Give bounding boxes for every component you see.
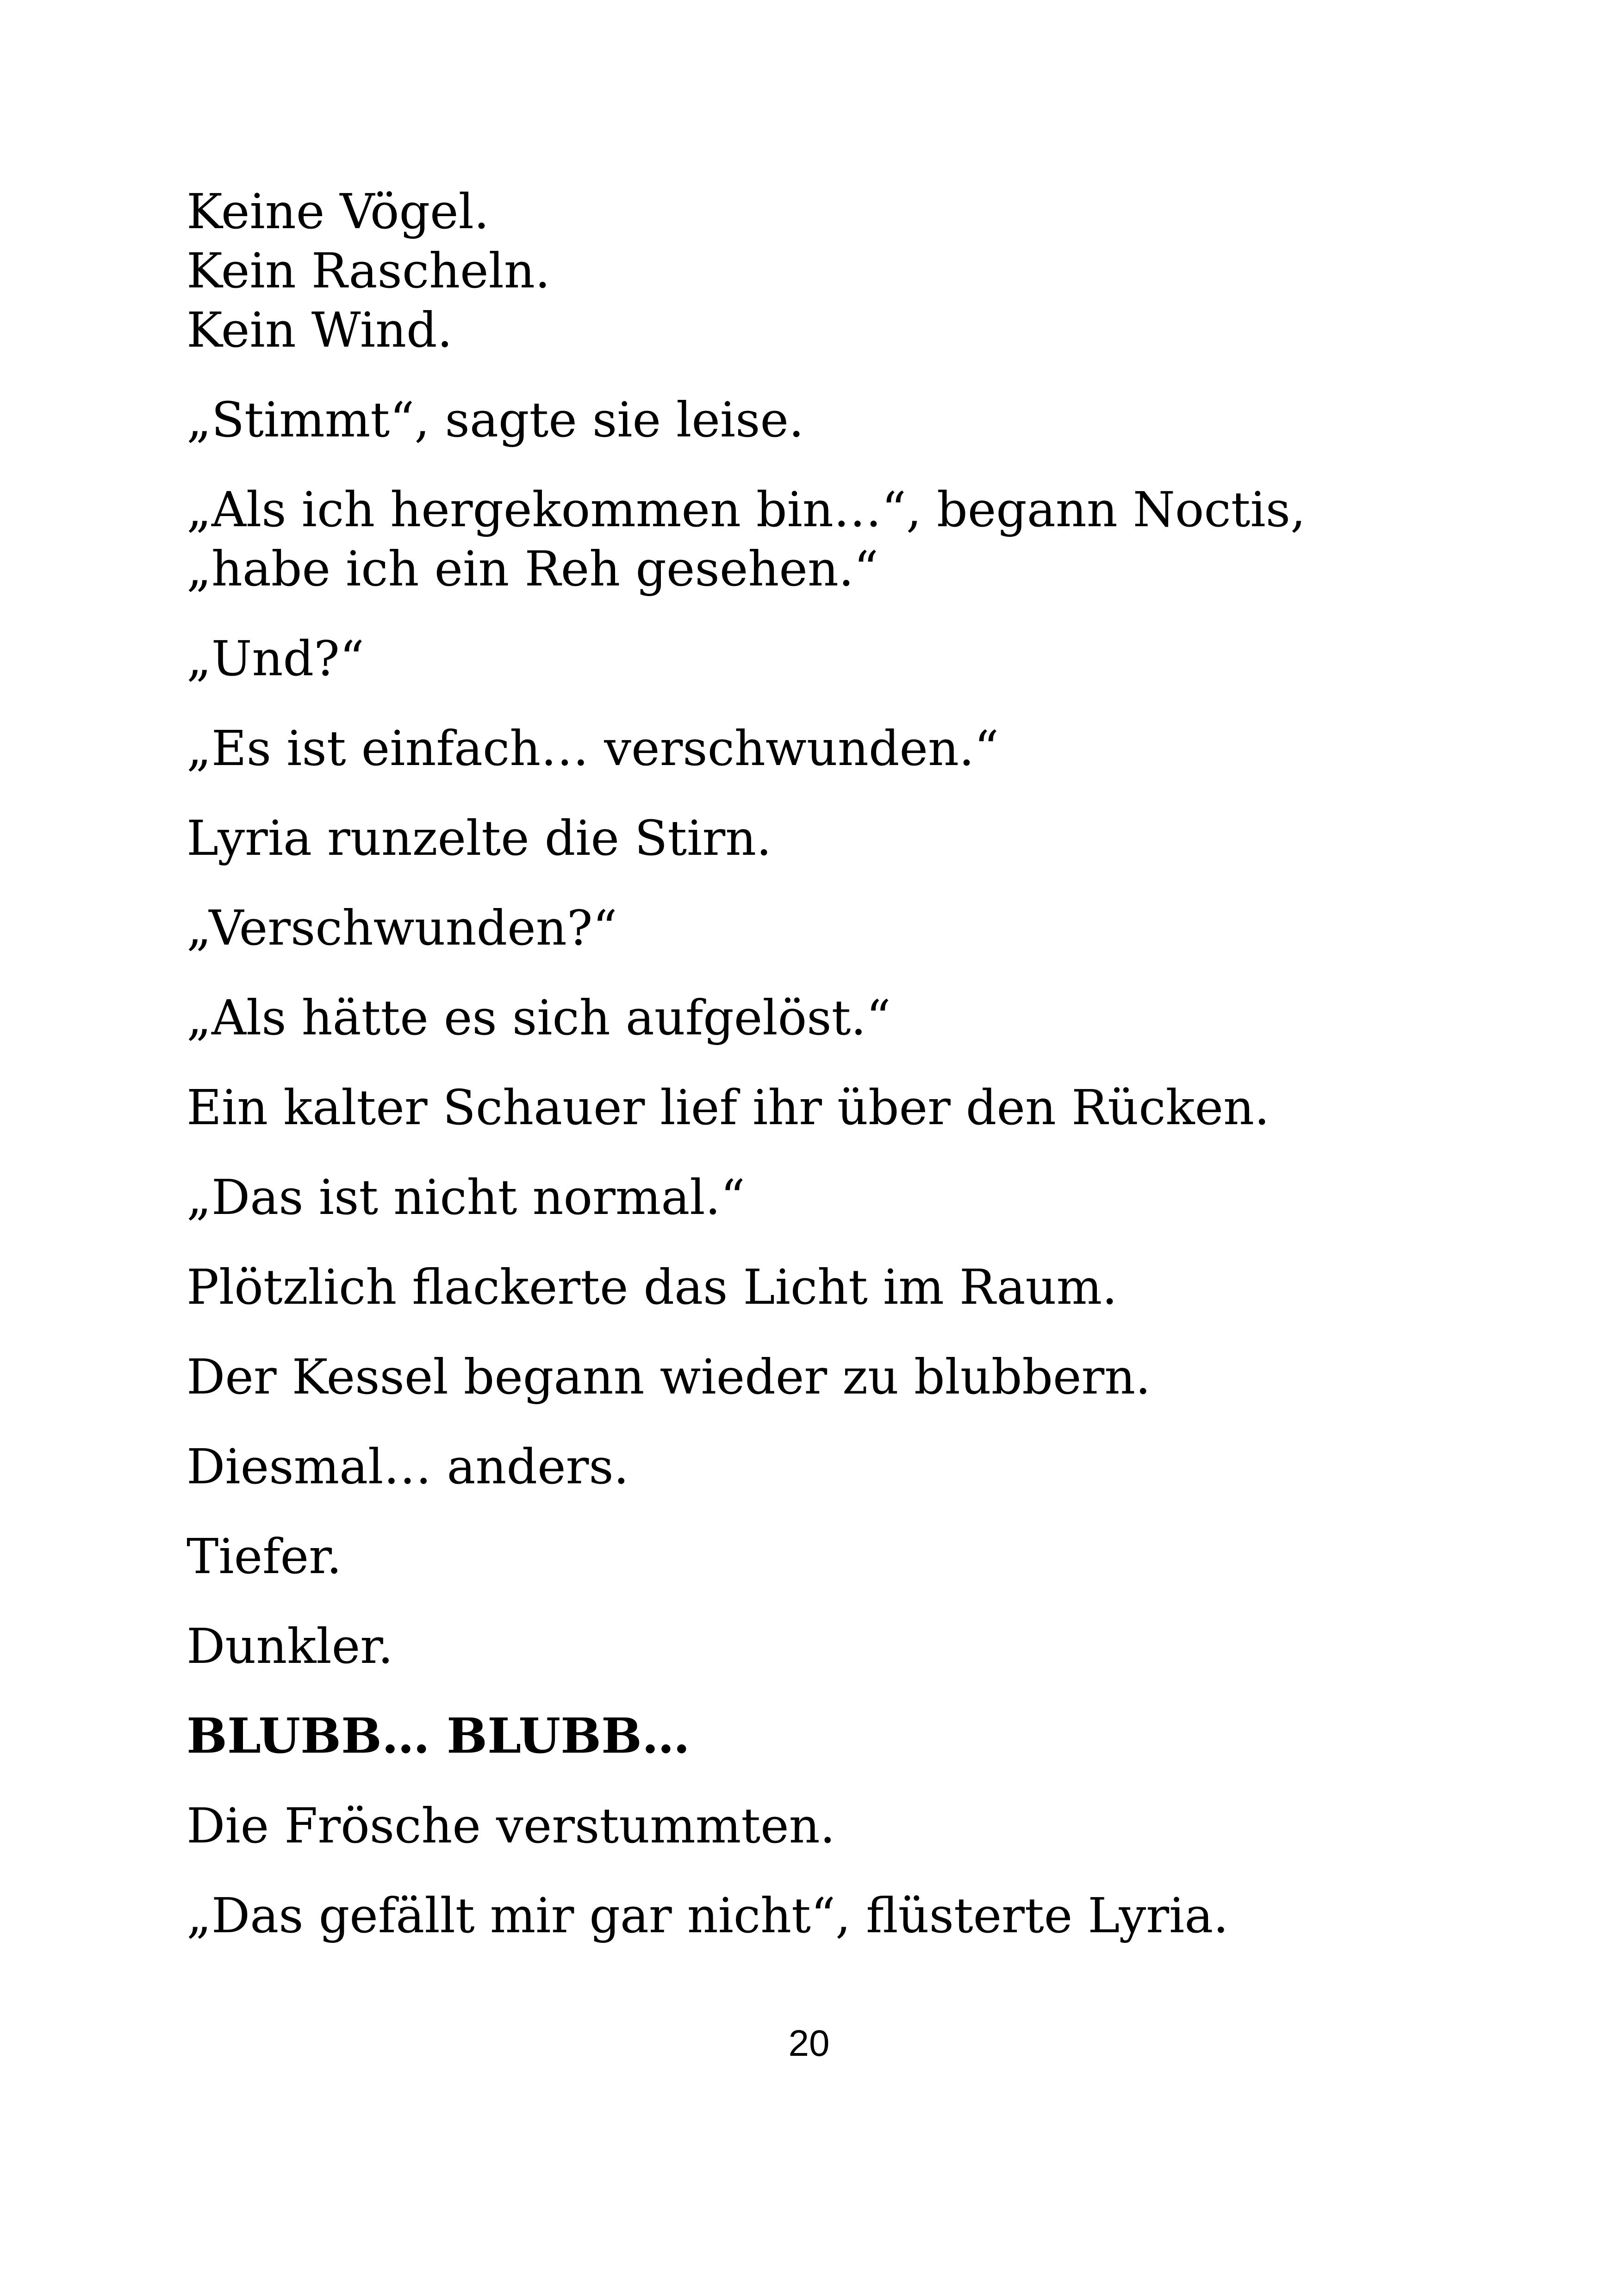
- paragraph: Plötzlich flackerte das Licht im Raum.: [187, 1259, 1118, 1315]
- paragraph: Der Kessel begann wieder zu blubbern.: [187, 1349, 1151, 1405]
- paragraph: Lyria runzelte die Stirn.: [187, 810, 772, 866]
- paragraph: Ein kalter Schauer lief ihr über den Rücken.: [187, 1079, 1270, 1136]
- paragraph: Dunkler.: [187, 1618, 393, 1674]
- paragraph: Keine Vögel.: [187, 183, 489, 240]
- paragraph: „Als ich hergekommen bin…“, begann Noctis, „habe ich ein Reh gesehen.“: [187, 481, 1306, 597]
- paragraph: „Es ist einfach… verschwunden.“: [187, 720, 999, 777]
- paragraph: „Als hätte es sich aufgelöst.“: [187, 989, 891, 1046]
- paragraph: Kein Wind.: [187, 302, 453, 358]
- paragraph: Die Frösche verstummten.: [187, 1798, 835, 1854]
- page-body: [187, 182, 1459, 1976]
- paragraph: „Das gefällt mir gar nicht“, flüsterte Lyria.: [187, 1887, 1229, 1944]
- paragraph: Diesmal… anders.: [187, 1438, 629, 1495]
- paragraph: Tiefer.: [187, 1528, 342, 1585]
- paragraph: „Stimmt“, sagte sie leise.: [187, 392, 804, 448]
- page-number: 20: [788, 2022, 830, 2064]
- bold-paragraph: BLUBB… BLUBB…: [187, 1707, 690, 1764]
- paragraph: Kein Rascheln.: [187, 243, 550, 299]
- paragraph: „Verschwunden?“: [187, 900, 617, 956]
- paragraph: „Und?“: [187, 630, 365, 687]
- paragraph: „Das ist nicht normal.“: [187, 1169, 745, 1226]
